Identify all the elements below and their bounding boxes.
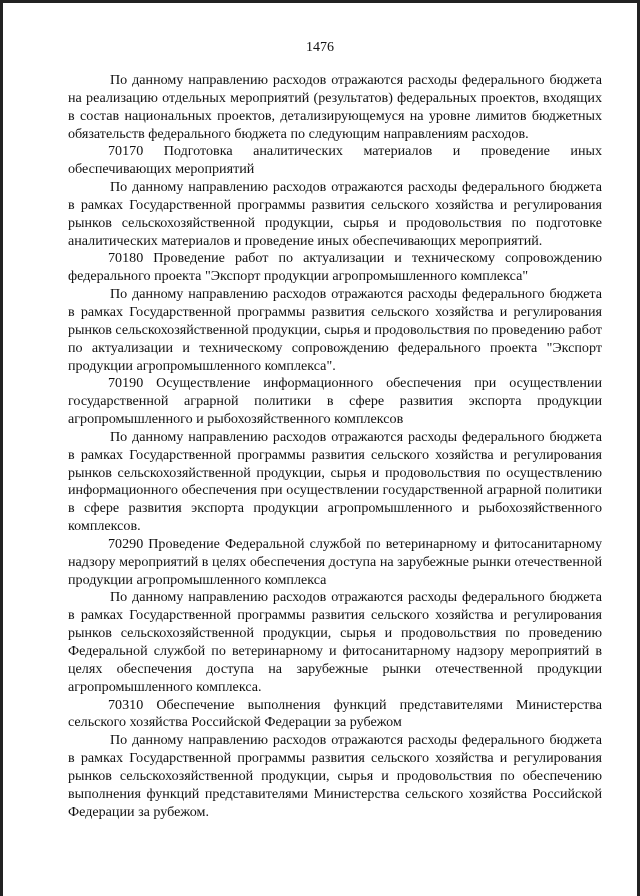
paragraph-70310-description: По данному направлению расходов отражаются расходы федерального бюджета в рамках Государственной программы развития сельского хозяйства и регулирования рынков сельскохозяйственной продукции, сырья и продовольствия по обеспечению выполнения функций представителями Министерства сельского хозяйства Российской Федерации за рубежом.	[68, 732, 602, 820]
paragraph-70290-description: По данному направлению расходов отражаются расходы федерального бюджета в рамках Государственной программы развития сельского хозяйства и регулирования рынков сельскохозяйственной продукции, сырья и продовольствия по проведению Федеральной службой по ветеринарному и фитосанитарному надзору мероприятий в целях обеспечения доступа на зарубежные рынки отечественной продукции агропромышленного комплекса.	[68, 589, 602, 695]
heading-70170: 70170 Подготовка аналитических материалов и проведение иных обеспечивающих мероприятий	[68, 143, 602, 178]
paragraph-intro: По данному направлению расходов отражаются расходы федерального бюджета на реализацию отдельных мероприятий (результатов) федеральных проектов, входящих в состав национальных проектов, детализирующемуся на уровне лимитов бюджетных обязательств федерального бюджета по следующим направлениям расходов.	[68, 72, 602, 142]
page-number: 1476	[306, 40, 334, 55]
heading-70290: 70290 Проведение Федеральной службой по ветеринарному и фитосанитарному надзору мероприятий в целях обеспечения доступа на зарубежные рынки отечественной продукции агропромышленного комплекса	[68, 535, 602, 588]
heading-70310: 70310 Обеспечение выполнения функций представителями Министерства сельского хозяйства Российской Федерации за рубежом	[68, 696, 602, 731]
paragraph-70190-description: По данному направлению расходов отражаются расходы федерального бюджета в рамках Государственной программы развития сельского хозяйства и регулирования рынков сельскохозяйственной продукции, сырья и продовольствия по осуществлению информационного обеспечения при осуществлении государственной аграрной политики в сфере развития экспорта продукции агропромышленного и рыбохозяйственного комплексов.	[68, 428, 602, 535]
document-body	[68, 72, 602, 821]
scan-edge-left	[0, 0, 3, 896]
heading-70180: 70180 Проведение работ по актуализации и техническому сопровождению федерального проекта "Экспорт продукции агропромышленного комплекса"	[68, 250, 602, 285]
paragraph-70170-description: По данному направлению расходов отражаются расходы федерального бюджета в рамках Государственной программы развития сельского хозяйства и регулирования рынков сельскохозяйственной продукции, сырья и продовольствия по подготовке аналитических материалов и проведение иных обеспечивающих мероприятий.	[68, 179, 602, 249]
heading-70190: 70190 Осуществление информационного обеспечения при осуществлении государственной аграрной политики в сфере развития экспорта продукции агропромышленного и рыбохозяйственного комплексов	[68, 375, 602, 428]
paragraph-70180-description: По данному направлению расходов отражаются расходы федерального бюджета в рамках Государственной программы развития сельского хозяйства и регулирования рынков сельскохозяйственной продукции, сырья и продовольствия по проведению работ по актуализации и техническому сопровождению федерального проекта "Экспорт продукции агропромышленного комплекса".	[68, 286, 602, 374]
scan-edge-top	[0, 0, 640, 3]
